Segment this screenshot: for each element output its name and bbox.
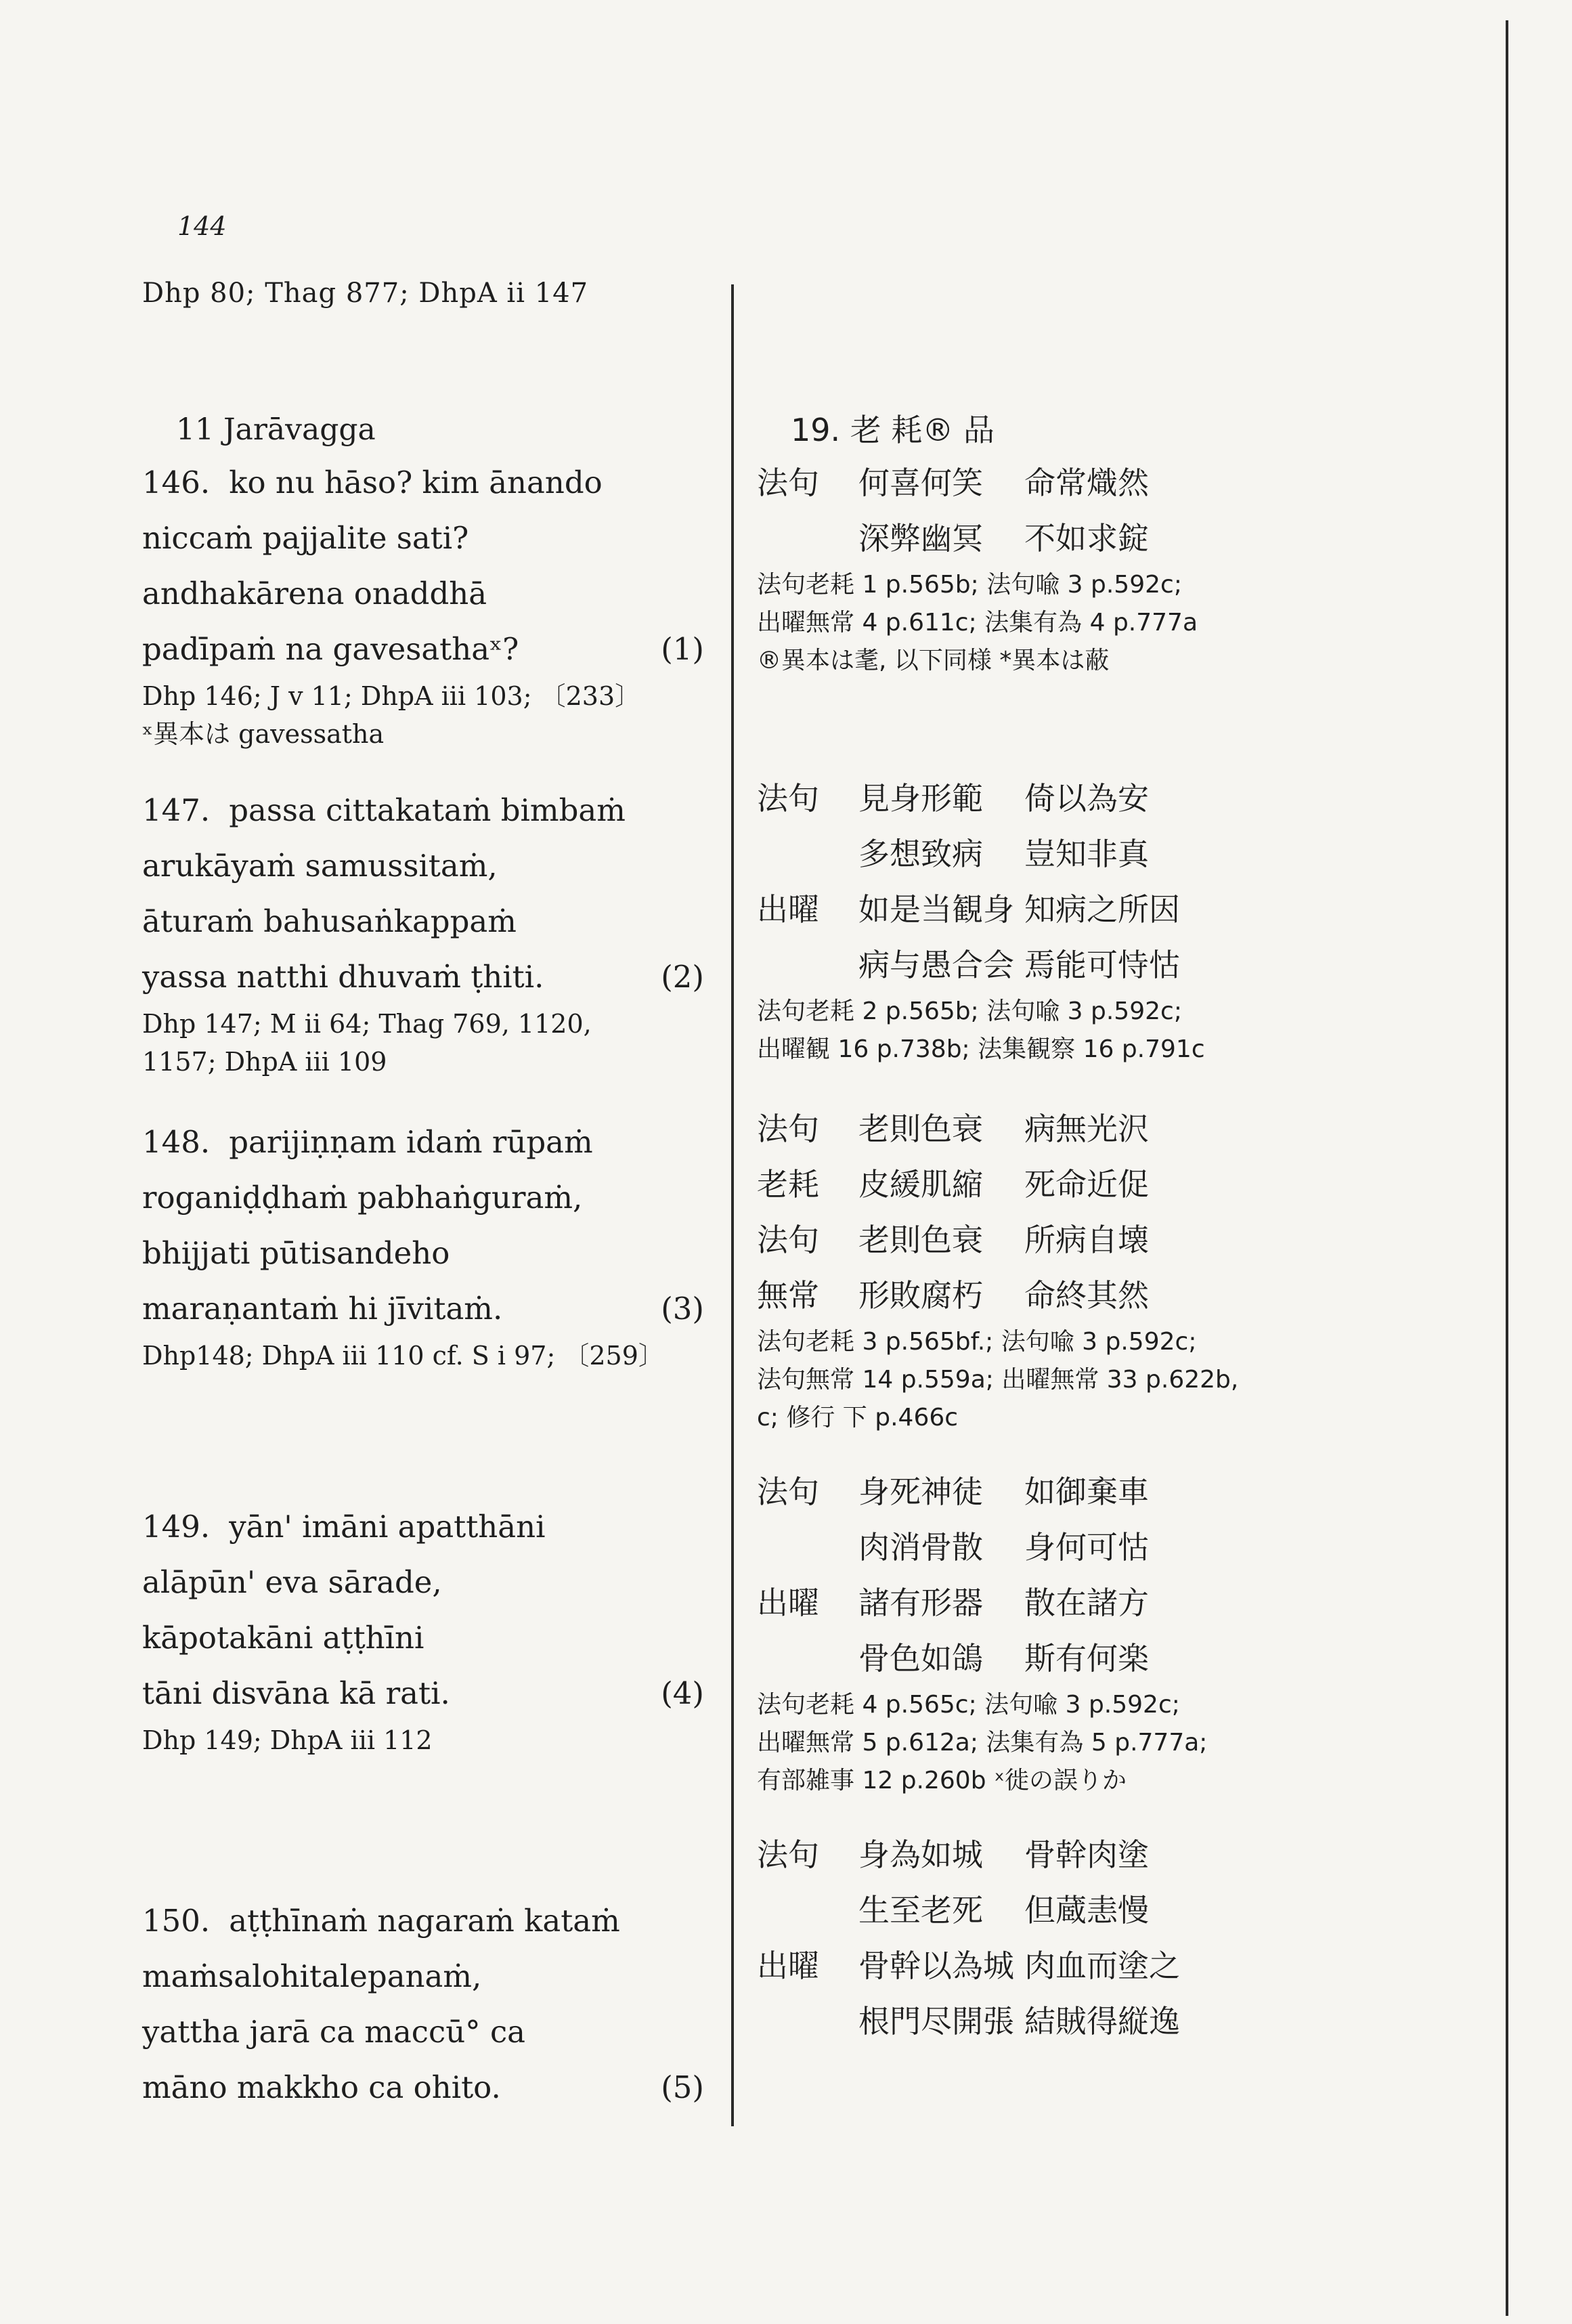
parallel-group-4 <box>757 1464 1339 1800</box>
reference-line: Dhp 149; DhpA iii 112 <box>142 1725 433 1755</box>
verse-146 <box>142 455 718 753</box>
reference-line: c; 修行 下 p.466c <box>757 1404 959 1432</box>
verse-line: 148. parijiṇṇam idaṁ rūpaṁ <box>142 1124 593 1160</box>
verse-line: 150. aṭṭhīnaṁ nagaraṁ kataṁ <box>142 1903 620 1939</box>
verse-line: niccaṁ pajjalite sati? <box>142 520 469 556</box>
verse-line: 147. passa cittakataṁ bimbaṁ <box>142 792 626 828</box>
reference-line: Dhp148; DhpA iii 110 cf. S i 97; 〔259〕 <box>142 1341 664 1371</box>
source-label: 老耗 <box>757 1166 819 1203</box>
chapter-title-chinese: 19. 老 耗® 品 <box>791 412 995 448</box>
verse-number: 146. <box>142 465 211 500</box>
verse-line: andhakārena onaddhā <box>142 576 487 611</box>
chinese-verse-line: 老耗 皮緩肌縮 死命近促 <box>757 1157 1339 1212</box>
chinese-verse-line: 深弊幽冥 不如求錠 <box>858 520 1149 557</box>
verse-line: alāpūn' eva sārade, <box>142 1564 442 1600</box>
verse-line: roganiḍḍhaṁ pabhaṅguraṁ, <box>142 1180 583 1215</box>
verse-line: maṁsalohitalepanaṁ, <box>142 1958 482 1994</box>
reference-line: 有部雑事 12 p.260b ˣ徙の誤りか <box>757 1767 1127 1794</box>
reference-line: 法句老耗 2 p.565b; 法句喩 3 p.592c; <box>757 997 1182 1025</box>
source-label: 出曜 <box>757 1585 819 1621</box>
verse-line: yattha jarā ca maccū° ca <box>142 2014 526 2050</box>
chinese-verse-line: 病与愚合会 焉能可恃怙 <box>858 947 1180 983</box>
verse-number: 149. <box>142 1509 211 1545</box>
verse-number: 148. <box>142 1124 211 1160</box>
parallel-group-5 <box>757 1827 1339 2049</box>
reference-line: 1157; DhpA iii 109 <box>142 1047 387 1077</box>
parallel-group-1 <box>757 455 1339 680</box>
verse-line: arukāyaṁ samussitaṁ, <box>142 848 498 884</box>
verse-line: māno makkho ca ohito. (5) <box>142 2060 718 2115</box>
source-label: 法句 <box>757 465 819 501</box>
verse-marker: (5) <box>661 2069 704 2105</box>
chinese-verse-line: 肉消骨散 身何可怙 <box>858 1529 1149 1566</box>
source-label: 法句 <box>757 1222 819 1258</box>
reference-line: 法句老耗 1 p.565b; 法句喩 3 p.592c; <box>757 571 1182 599</box>
reference-line: Dhp 147; M ii 64; Thag 769, 1120, <box>142 1009 592 1039</box>
chinese-verse-line: 出曜 如是当観身 知病之所因 <box>757 882 1339 937</box>
chinese-verse-line: 法句 老則色衰 所病自壊 <box>757 1212 1339 1268</box>
source-label: 法句 <box>757 1473 819 1510</box>
verse-line: bhijjati pūtisandeho <box>142 1235 450 1271</box>
pali-column <box>142 406 718 2115</box>
verse-150 <box>142 1893 718 2115</box>
parallel-group-3 <box>757 1101 1339 1437</box>
chinese-verse-line: 出曜 諸有形器 散在諸方 <box>757 1575 1339 1631</box>
verse-147 <box>142 783 718 1081</box>
reference-line: 法句老耗 4 p.565c; 法句喩 3 p.592c; <box>757 1691 1180 1719</box>
reference-line: 出曜無常 4 p.611c; 法集有為 4 p.777a <box>757 609 1198 637</box>
chapter-title: 11 Jarāvagga <box>176 412 376 447</box>
verse-line: padīpaṁ na gavesathaˣ? (1) <box>142 622 718 677</box>
chinese-verse-line: 法句 老則色衰 病無光沢 <box>757 1101 1339 1157</box>
chinese-verse-line: 骨色如鴿 斯有何楽 <box>858 1640 1149 1677</box>
verse-number: 147. <box>142 792 211 828</box>
source-label: 出曜 <box>757 1948 819 1984</box>
reference-line: 出曜観 16 p.738b; 法集観察 16 p.791c <box>757 1035 1205 1063</box>
chinese-verse-line: 根門尽開張 結賊得縦逸 <box>858 2003 1180 2040</box>
verse-line: maraṇantaṁ hi jīvitaṁ. (3) <box>142 1281 718 1337</box>
reference-line: 法句無常 14 p.559a; 出曜無常 33 p.622b, <box>757 1366 1239 1394</box>
chinese-verse-line: 法句 何喜何笑 命常熾然 <box>757 455 1339 511</box>
verse-line: yassa natthi dhuvaṁ ṭhiti. (2) <box>142 949 718 1005</box>
source-label: 法句 <box>757 1836 819 1873</box>
chinese-verse-line: 無常 形敗腐朽 命終其然 <box>757 1268 1339 1323</box>
chinese-column <box>757 406 1339 2049</box>
chinese-verse-line: 多想致病 豈知非真 <box>858 836 1149 872</box>
footnote-line: ˣ異本は gavessatha <box>142 719 385 749</box>
verse-line: 146. ko nu hāso? kim ānando <box>142 465 603 500</box>
verse-marker: (4) <box>661 1675 704 1711</box>
reference-line: 法句老耗 3 p.565bf.; 法句喩 3 p.592c; <box>757 1328 1197 1356</box>
chinese-verse-line: 法句 見身形範 倚以為安 <box>757 771 1339 826</box>
source-label: 出曜 <box>757 891 819 928</box>
source-label: 法句 <box>757 780 819 817</box>
verse-line: āturaṁ bahusaṅkappaṁ <box>142 903 517 939</box>
page-number: 144 <box>177 211 227 241</box>
source-label: 法句 <box>757 1111 819 1147</box>
verse-marker: (2) <box>661 959 704 995</box>
column-divider <box>731 284 734 2126</box>
verse-148 <box>142 1115 718 1375</box>
chinese-verse-line: 出曜 骨幹以為城 肉血而塗之 <box>757 1938 1339 1994</box>
source-label: 無常 <box>757 1277 819 1314</box>
reference-line: Dhp 146; J v 11; DhpA iii 103; 〔233〕 <box>142 681 641 711</box>
verse-149 <box>142 1499 718 1759</box>
verse-marker: (3) <box>661 1291 704 1327</box>
verse-line: kāpotakāni aṭṭhīni <box>142 1620 424 1656</box>
verse-number: 150. <box>142 1903 211 1939</box>
verse-line: 149. yān' imāni apatthāni <box>142 1509 546 1545</box>
chinese-verse-line: 法句 身為如城 骨幹肉塗 <box>757 1827 1339 1882</box>
chinese-verse-line: 生至老死 但蔵恚慢 <box>858 1892 1149 1929</box>
chinese-verse-line: 法句 身死神徒 如御棄車 <box>757 1464 1339 1520</box>
parallel-group-2 <box>757 771 1339 1069</box>
verse-marker: (1) <box>661 631 704 667</box>
reference-line: 出曜無常 5 p.612a; 法集有為 5 p.777a; <box>757 1729 1208 1757</box>
top-reference: Dhp 80; Thag 877; DhpA ii 147 <box>142 278 589 309</box>
verse-line: tāni disvāna kā rati. (4) <box>142 1666 718 1721</box>
page-edge-line <box>1506 20 1508 2316</box>
footnote-line: ®異本は耄, 以下同様 *異本は蔽 <box>757 647 1110 674</box>
